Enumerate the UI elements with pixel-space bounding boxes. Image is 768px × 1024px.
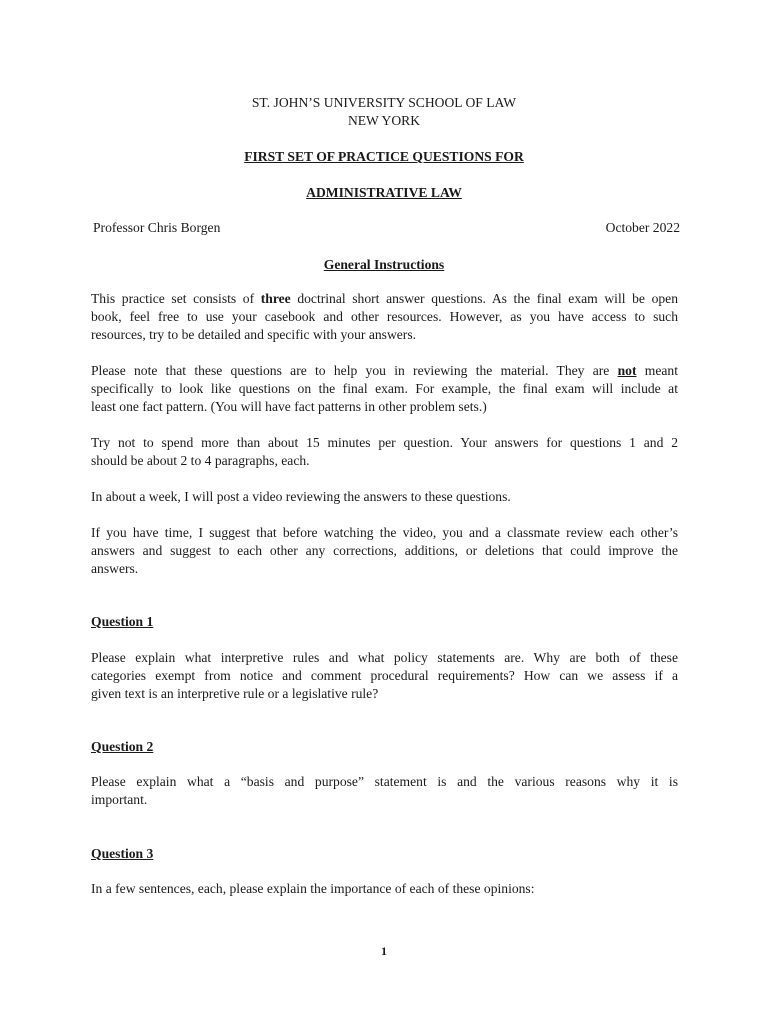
instructions-heading: General Instructions bbox=[323, 257, 445, 272]
question-1-heading: Question 1 bbox=[91, 614, 154, 629]
paragraph-line: should be about 2 to 4 paragraphs, each. bbox=[91, 453, 310, 468]
paragraph-line: specifically to look like questions on the final exam. For example, the final exam will include at bbox=[91, 381, 678, 396]
paragraph-line: book, feel free to use your casebook and other resources. However, as you have access to such bbox=[91, 309, 678, 324]
paragraph-line: In a few sentences, each, please explain the importance of each of these opinions: bbox=[91, 881, 535, 896]
paragraph-line: Please note that these questions are to help you in reviewing the material. They are not meant bbox=[91, 363, 678, 378]
question-2-heading: Question 2 bbox=[91, 739, 154, 754]
paragraph-line: Please explain what interpretive rules and what policy statements are. Why are both of these bbox=[91, 650, 678, 665]
emphasis-not: not bbox=[617, 363, 637, 378]
instructions-paragraph-5 bbox=[91, 524, 678, 578]
paragraph-line: important. bbox=[91, 792, 148, 807]
instructions-paragraph-4 bbox=[91, 488, 678, 506]
paragraph-line: answers. bbox=[91, 561, 139, 576]
paragraph-line: resources, try to be detailed and specific with your answers. bbox=[91, 327, 417, 342]
paragraph-line: answers and suggest to each other any corrections, additions, or deletions that could improve the bbox=[91, 543, 678, 558]
paragraph-line: Please explain what a “basis and purpose” statement is and the various reasons why it is bbox=[91, 774, 678, 789]
document-title-line1: FIRST SET OF PRACTICE QUESTIONS FOR bbox=[244, 149, 524, 164]
paragraph-line: categories exempt from notice and comment procedural requirements? How can we assess if a bbox=[91, 668, 678, 683]
paragraph-line: This practice set consists of three doctrinal short answer questions. As the final exam will be open bbox=[91, 291, 678, 306]
paragraph-line: least one fact pattern. (You will have fact patterns in other problem sets.) bbox=[91, 399, 487, 414]
paragraph-line: Try not to spend more than about 15 minutes per question. Your answers for questions 1 and 2 bbox=[91, 435, 678, 450]
school-city: NEW YORK bbox=[347, 113, 421, 128]
school-name: ST. JOHN’S UNIVERSITY SCHOOL OF LAW bbox=[251, 95, 517, 110]
question-2-text bbox=[91, 773, 678, 809]
paragraph-line: If you have time, I suggest that before watching the video, you and a classmate review each other’s bbox=[91, 525, 678, 540]
document-date: October 2022 bbox=[605, 220, 680, 235]
paragraph-line: given text is an interpretive rule or a legislative rule? bbox=[91, 686, 379, 701]
page-number: 1 bbox=[381, 944, 387, 958]
instructions-paragraph-1 bbox=[91, 290, 678, 344]
professor-name: Professor Chris Borgen bbox=[93, 220, 221, 235]
paragraph-line: In about a week, I will post a video reviewing the answers to these questions. bbox=[91, 489, 511, 504]
question-3-heading: Question 3 bbox=[91, 846, 154, 861]
document-title-line2: ADMINISTRATIVE LAW bbox=[306, 185, 462, 200]
question-3-text bbox=[91, 880, 678, 898]
question-1-text bbox=[91, 649, 678, 703]
instructions-paragraph-2 bbox=[91, 362, 678, 416]
instructions-paragraph-3 bbox=[91, 434, 678, 470]
emphasis-three: three bbox=[260, 291, 291, 306]
